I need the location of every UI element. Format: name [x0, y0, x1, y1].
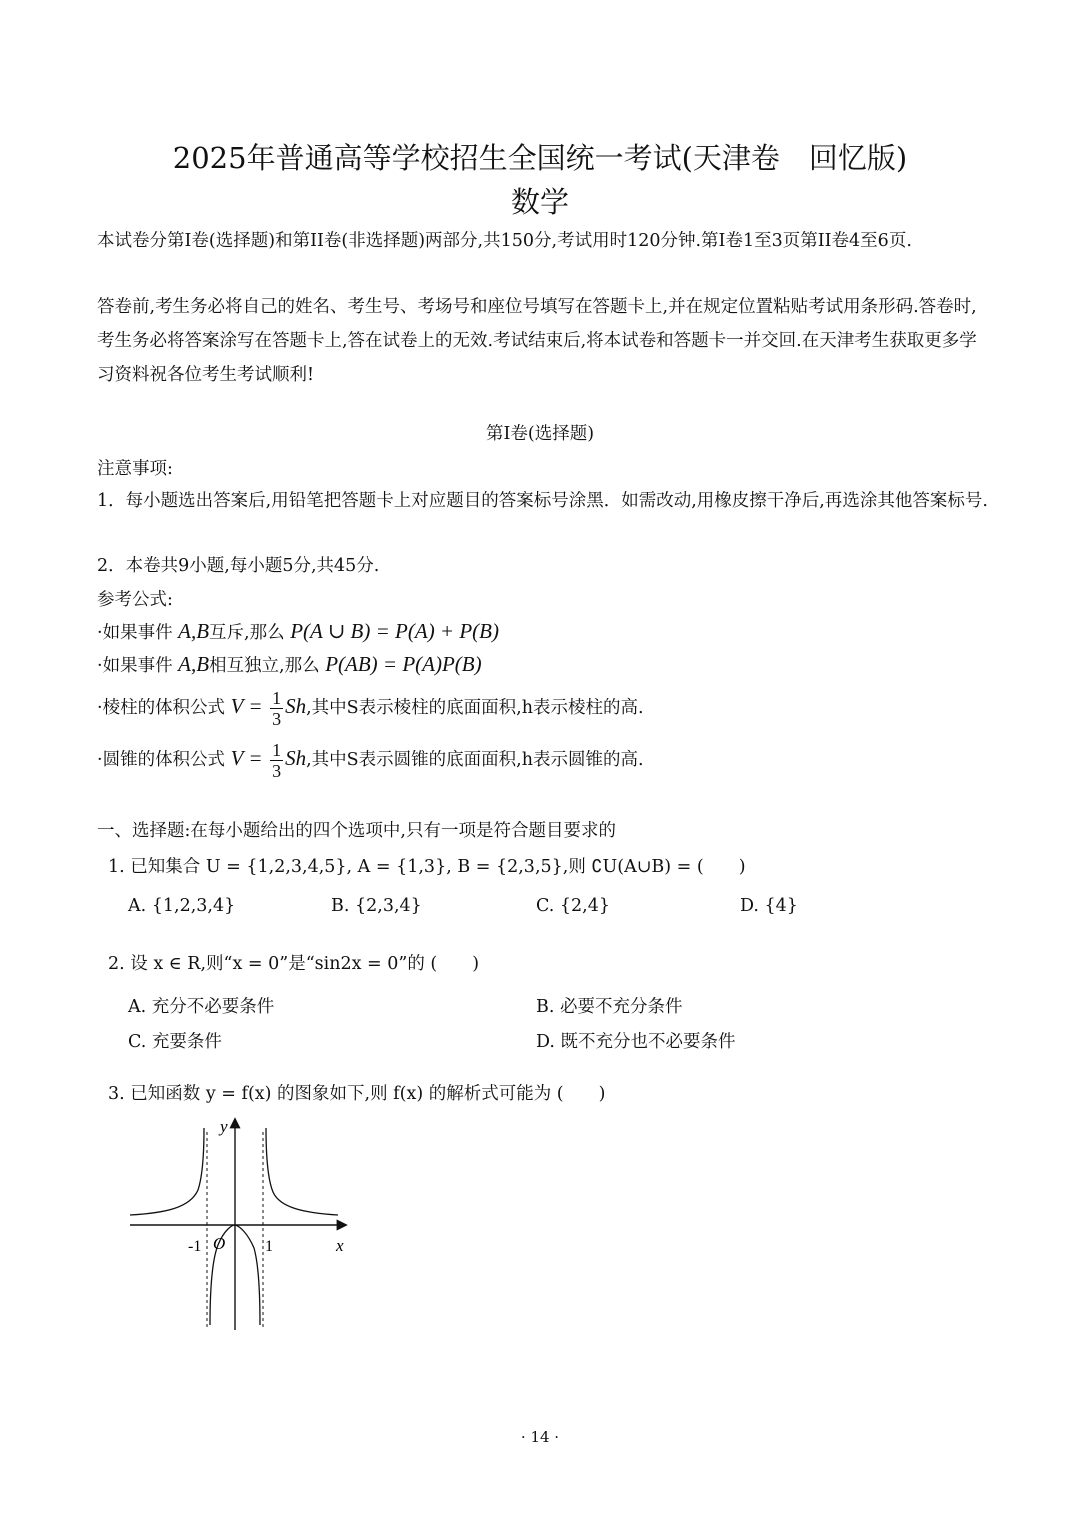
question-1-option-b: B. {2,3,4} [331, 896, 422, 916]
formula-text: 互斥,那么 [209, 623, 285, 643]
notice-item-2: 2．本卷共9小题,每小题5分,共45分. [97, 556, 380, 576]
question-2-option-c: C. 充要条件 [128, 1032, 222, 1052]
page-number: · 14 · [520, 1428, 560, 1446]
origin-label: O [213, 1234, 226, 1253]
formula-text: ,其中S表示圆锥的底面面积,h表示圆锥的高. [306, 750, 644, 770]
formula-independent [97, 649, 482, 681]
formula-text: ·如果事件 [97, 656, 173, 676]
exam-title: 2025年普通高等学校招生全国统一考试(天津卷 回忆版) [172, 141, 908, 175]
question-2-option-b: B. 必要不充分条件 [536, 997, 683, 1017]
question-2-option-d: D. 既不充分也不必要条件 [536, 1032, 736, 1052]
formula-sh: Sh [285, 746, 307, 770]
formula-text: 相互独立,那么 [209, 656, 320, 676]
tick-label-neg-one: -1 [188, 1238, 202, 1255]
y-axis-label: y [220, 1117, 228, 1136]
question-3-stem: 3. 已知函数 y = f(x) 的图象如下,则 f(x) 的解析式可能为 ( ) [108, 1084, 606, 1104]
formula-prism-volume [97, 688, 644, 729]
formula-vars: A,B [178, 619, 210, 643]
exam-subject: 数学 [510, 185, 569, 219]
question-1-stem: 1. 已知集合 U = {1,2,3,4,5}, A = {1,3}, B = {2,3,5},则 ∁U(A∪B) = ( ) [108, 857, 746, 877]
formula-exclusive [97, 616, 499, 648]
formula-label: 参考公式: [97, 590, 173, 610]
x-axis-label: x [336, 1236, 344, 1255]
function-graph [120, 1110, 360, 1335]
formula-math: P(AB) = P(A)P(B) [325, 652, 482, 676]
question-1-option-c: C. {2,4} [536, 896, 610, 916]
question-2-option-a: A. 充分不必要条件 [128, 997, 275, 1017]
formula-v: V = [230, 746, 263, 770]
formula-text: ·如果事件 [97, 623, 173, 643]
question-1-option-d: D. {4} [740, 896, 798, 916]
tick-label-one: 1 [265, 1238, 273, 1255]
formula-vars: A,B [178, 652, 210, 676]
part-heading: 一、选择题:在每小题给出的四个选项中,只有一项是符合题目要求的 [97, 821, 616, 841]
curve-left-branch [130, 1128, 204, 1215]
question-2-stem: 2. 设 x ∈ R,则“x = 0”是“sin2x = 0”的 ( ) [108, 954, 480, 974]
formula-text: ·棱柱的体积公式 [97, 698, 226, 718]
curve-right-branch [266, 1128, 338, 1215]
notice-label: 注意事项: [97, 459, 173, 479]
section-heading: 第I卷(选择题) [485, 424, 595, 444]
intro-paragraph-1: 本试卷分第I卷(选择题)和第II卷(非选择题)两部分,共150分,考试用时120分钟.第I卷1至3页第II卷4至6页. [97, 231, 912, 251]
question-1-option-a: A. {1,2,3,4} [128, 896, 236, 916]
formula-text: ,其中S表示棱柱的底面面积,h表示棱柱的高. [306, 698, 644, 718]
formula-cone-volume [97, 740, 644, 781]
intro-paragraph-2: 答卷前,考生务必将自己的姓名、考生号、考场号和座位号填写在答题卡上,并在规定位置粘贴考试用条形码.答卷时,考生务必将答案涂写在答题卡上,答在试卷上的无效.考试结束后,将本试卷和答题卡一并交回.在天津考生获取更多学习资料祝各位考生考试顺利! [97, 297, 977, 385]
formula-v: V = [230, 694, 263, 718]
formula-math: P(A ∪ B) = P(A) + P(B) [290, 619, 499, 643]
fraction: $\frac{1}{3}$ [272, 688, 282, 729]
notice-item-1: 1．每小题选出答案后,用铅笔把答题卡上对应题目的答案标号涂黑．如需改动,用橡皮擦干净后,再选涂其他答案标号. [97, 491, 988, 511]
fraction: $\frac{1}{3}$ [272, 740, 282, 781]
formula-text: ·圆锥的体积公式 [97, 750, 226, 770]
formula-sh: Sh [285, 694, 307, 718]
